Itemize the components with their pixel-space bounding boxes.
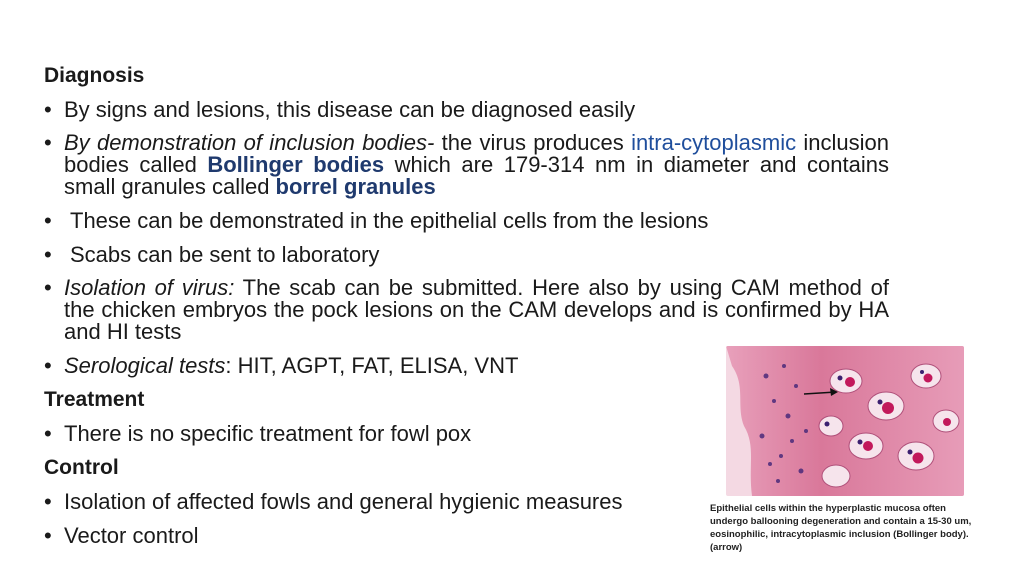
bullet-isolation-fowls: • Isolation of affected fowls and general hygienic measures bbox=[44, 489, 623, 514]
histology-figure bbox=[706, 340, 990, 553]
bullet-serological: • Serological tests: HIT, AGPT, FAT, ELISA, VNT bbox=[44, 353, 519, 378]
bullet-dot: • bbox=[44, 353, 52, 378]
treatment-heading: Treatment bbox=[44, 388, 145, 411]
histology-micrograph bbox=[726, 346, 964, 496]
bullet-inclusion-bodies: • By demonstration of inclusion bodies- the virus produces intra-cytoplasmic inclusion bodies called Bollinger bodies which are 179-314 nm in diameter and contains small granules called borrel granules bbox=[44, 130, 890, 199]
bullet-dot: • bbox=[44, 275, 52, 300]
diagnosis-heading: Diagnosis bbox=[44, 64, 145, 87]
bullet-isolation-virus: • Isolation of virus: The scab can be submitted. Here also by using CAM method of the chicken embryos the pock lesions on the CAM develops and is confirmed by HA and HI tests bbox=[44, 275, 889, 344]
bullet-dot: • bbox=[44, 421, 52, 446]
bullet-dot: • bbox=[44, 97, 52, 122]
bollinger-bodies-term: Bollinger bodies bbox=[207, 152, 385, 177]
bullet-scabs: • Scabs can be sent to laboratory bbox=[44, 242, 380, 267]
intracytoplasmic-term: intra-cytoplasmic bbox=[631, 130, 797, 155]
bullet-dot: • bbox=[44, 489, 52, 514]
bullet-dot: • bbox=[44, 130, 52, 155]
bullet-epithelial-cells: • These can be demonstrated in the epithelial cells from the lesions bbox=[44, 208, 709, 233]
micrograph-image bbox=[726, 346, 964, 496]
bullet-dot: • bbox=[44, 208, 52, 233]
figure-caption: Epithelial cells within the hyperplastic mucosa often undergo ballooning degeneration and contain a 15-30 um, eosinophilic, intracytoplasmic inclusion (Bollinger body). (arrow) bbox=[710, 503, 972, 553]
bullet-no-treatment: • There is no specific treatment for fowl pox bbox=[44, 421, 472, 446]
bullet-vector-control: • Vector control bbox=[44, 523, 199, 548]
bullet-dot: • bbox=[44, 242, 52, 267]
bullet-signs-lesions: • By signs and lesions, this disease can be diagnosed easily bbox=[44, 97, 636, 122]
borrel-granules-term: borrel granules bbox=[275, 174, 436, 199]
control-heading: Control bbox=[44, 456, 119, 479]
bullet-dot: • bbox=[44, 523, 52, 548]
